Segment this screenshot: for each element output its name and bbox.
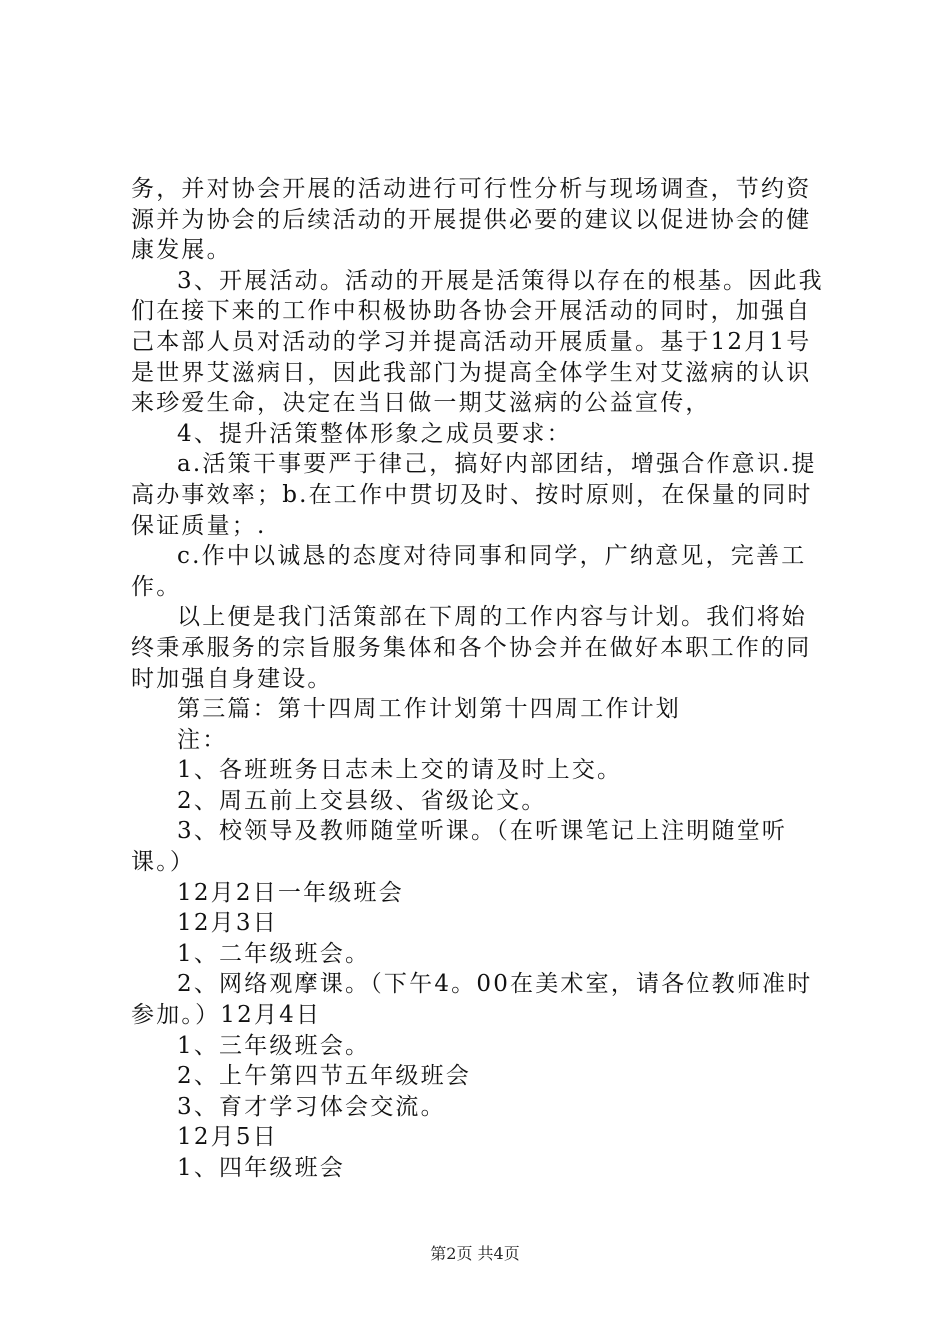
text-line: 们在接下来的工作中积极协助各协会开展活动的同时，加强自 xyxy=(131,298,812,325)
text-line: 1、各班班务日志未上交的请及时上交。 xyxy=(177,757,623,784)
text-line: 来珍爱生命，决定在当日做一期艾滋病的公益宣传， xyxy=(131,390,711,417)
text-line: 1、三年级班会。 xyxy=(177,1032,371,1059)
text-line: 课。） xyxy=(131,849,196,876)
text-line: 1、四年级班会 xyxy=(177,1155,346,1181)
text-line: 2、上午第四节五年级班会 xyxy=(177,1063,472,1090)
text-line: 注： xyxy=(177,726,228,753)
page-number-footer: 第2页 共4页 xyxy=(430,1244,520,1263)
text-line: 参加。）12月4日 xyxy=(131,1002,322,1029)
text-line: a.活策干事要严于律己，搞好内部团结，增强合作意识.提 xyxy=(177,451,817,478)
document-body xyxy=(131,174,831,1184)
text-line: 2、网络观摩课。（下午4。00在美术室，请各位教师准时 xyxy=(177,971,813,998)
text-line: 12月5日 xyxy=(177,1124,278,1151)
text-line: 作。 xyxy=(131,573,182,600)
text-line: 3、育才学习体会交流。 xyxy=(177,1093,446,1120)
text-line: 3、开展活动。活动的开展是活策得以存在的根基。因此我 xyxy=(177,267,824,294)
text-line: c.作中以诚恳的态度对待同事和同学，广纳意见，完善工 xyxy=(177,543,807,570)
text-line: 4、提升活策整体形象之成员要求： xyxy=(177,420,572,447)
text-line: 己本部人员对活动的学习并提高活动开展质量。基于12月1号 xyxy=(131,328,812,355)
text-line: 2、周五前上交县级、省级论文。 xyxy=(177,787,547,814)
section-heading: 第三篇：第十四周工作计划第十四周工作计划 xyxy=(177,696,681,723)
text-line: 高办事效率；b.在工作中贯切及时、按时原则，在保量的同时 xyxy=(131,481,813,508)
text-line: 3、校领导及教师随堂听课。（在听课笔记上注明随堂听 xyxy=(177,818,788,845)
text-line: 1、二年级班会。 xyxy=(177,940,371,967)
text-line: 终秉承服务的宗旨服务集体和各个协会并在做好本职工作的同 xyxy=(131,634,812,661)
text-line: 以上便是我门活策部在下周的工作内容与计划。我们将始 xyxy=(177,604,807,631)
text-line: 是世界艾滋病日，因此我部门为提高全体学生对艾滋病的认识 xyxy=(131,359,812,386)
text-line: 务，并对协会开展的活动进行可行性分析与现场调查，节约资 xyxy=(131,176,812,202)
text-line: 12月2日一年级班会 xyxy=(177,879,404,906)
text-line: 源并为协会的后续活动的开展提供必要的建议以促进协会的健 xyxy=(131,206,812,233)
text-line: 保证质量；. xyxy=(131,512,267,539)
text-line: 时加强自身建设。 xyxy=(131,665,333,692)
text-line: 康发展。 xyxy=(131,237,232,264)
text-line: 12月3日 xyxy=(177,910,278,937)
